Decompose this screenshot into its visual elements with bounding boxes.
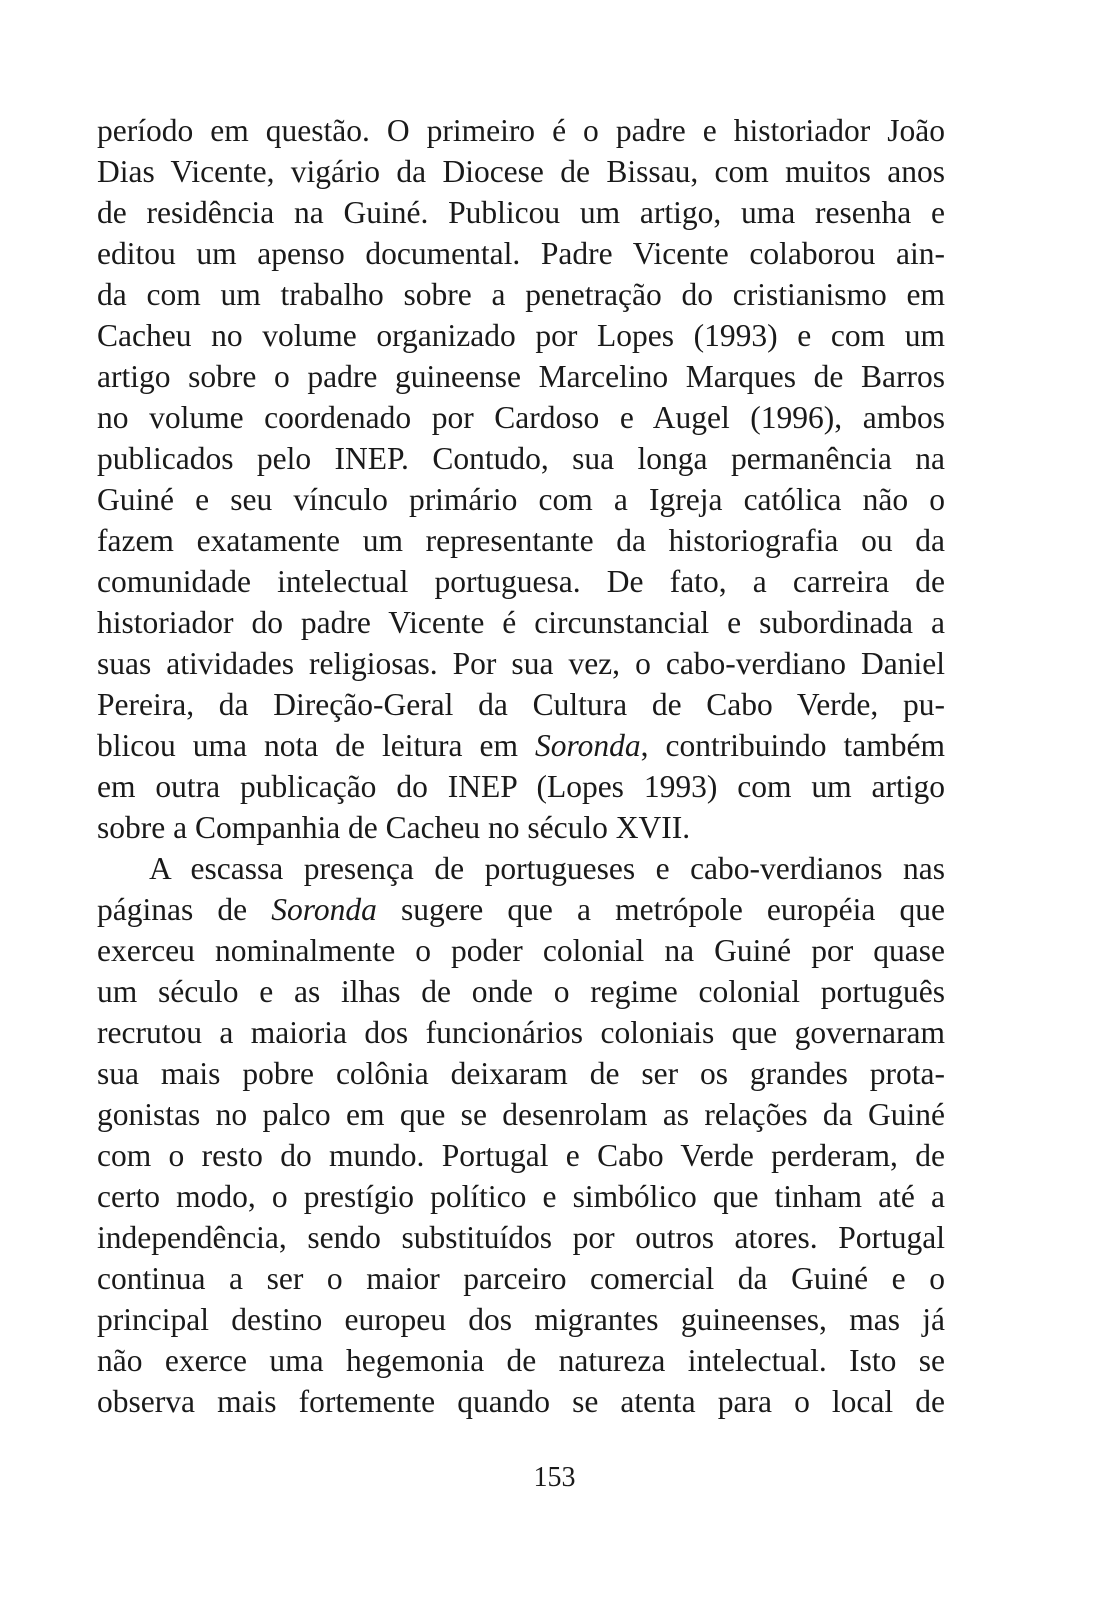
text-segment: blicou uma nota de leitura em — [97, 728, 536, 763]
page-number: 153 — [533, 1462, 576, 1493]
body-text — [97, 110, 945, 1422]
journal-title-italic: Soronda — [271, 892, 377, 927]
text-line: continua a ser o maior parceiro comercial da Guiné e o — [97, 1261, 945, 1296]
text-line-with-italic — [97, 725, 945, 766]
text-line: um século e as ilhas de onde o regime colonial português — [97, 974, 945, 1009]
text-line: fazem exatamente um representante da historiografia ou da — [97, 523, 945, 558]
text-segment: sugere que a metrópole européia que — [376, 892, 945, 927]
text-line: com o resto do mundo. Portugal e Cabo Verde perderam, de — [97, 1138, 945, 1173]
text-line: da com um trabalho sobre a penetração do cristianismo em — [97, 277, 945, 312]
text-line: certo modo, o prestígio político e simbólico que tinham até a — [97, 1179, 945, 1214]
text-line: independência, sendo substituídos por outros atores. Portugal — [97, 1220, 945, 1255]
journal-title-italic: Soronda — [535, 728, 641, 763]
text-line: no volume coordenado por Cardoso e Augel (1996), ambos — [97, 400, 945, 435]
text-line: Pereira, da Direção-Geral da Cultura de Cabo Verde, pu- — [97, 687, 945, 722]
text-line: Guiné e seu vínculo primário com a Igreja católica não o — [97, 482, 945, 517]
text-line: suas atividades religiosas. Por sua vez, o cabo-verdiano Daniel — [97, 646, 945, 681]
text-line: gonistas no palco em que se desenrolam as relações da Guiné — [97, 1097, 945, 1132]
text-line: Cacheu no volume organizado por Lopes (1993) e com um — [97, 318, 945, 353]
text-line: sobre a Companhia de Cacheu no século XVII. — [97, 810, 691, 845]
text-line: observa mais fortemente quando se atenta para o local de — [97, 1384, 945, 1419]
text-line: recrutou a maioria dos funcionários coloniais que governaram — [97, 1015, 945, 1050]
text-segment: , contribuindo também — [640, 728, 945, 763]
text-line: em outra publicação do INEP (Lopes 1993) com um artigo — [97, 769, 945, 804]
text-line: Dias Vicente, vigário da Diocese de Bissau, com muitos anos — [97, 154, 945, 189]
text-line: período em questão. O primeiro é o padre e historiador João — [97, 113, 945, 148]
text-line: publicados pelo INEP. Contudo, sua longa permanência na — [97, 441, 945, 476]
text-line: principal destino europeu dos migrantes guineenses, mas já — [97, 1302, 945, 1337]
text-line: editou um apenso documental. Padre Vicente colaborou ain- — [97, 236, 945, 271]
text-line-with-italic — [97, 889, 945, 930]
text-line: de residência na Guiné. Publicou um artigo, uma resenha e — [97, 195, 945, 230]
text-line: historiador do padre Vicente é circunstancial e subordinada a — [97, 605, 945, 640]
text-line: não exerce uma hegemonia de natureza intelectual. Isto se — [97, 1343, 945, 1378]
paragraph-first-line: A escassa presença de portugueses e cabo-verdianos nas — [149, 851, 945, 886]
text-line: sua mais pobre colônia deixaram de ser os grandes prota- — [97, 1056, 945, 1091]
text-line: artigo sobre o padre guineense Marcelino Marques de Barros — [97, 359, 945, 394]
text-line: exerceu nominalmente o poder colonial na Guiné por quase — [97, 933, 945, 968]
text-line: comunidade intelectual portuguesa. De fato, a carreira de — [97, 564, 945, 599]
text-segment: páginas de — [97, 892, 272, 927]
